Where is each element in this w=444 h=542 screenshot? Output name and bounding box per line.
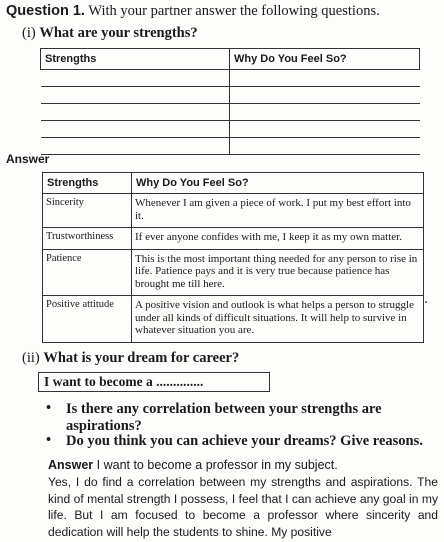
answer-two bbox=[48, 458, 338, 472]
question-heading bbox=[6, 3, 380, 20]
table-row bbox=[43, 296, 424, 343]
dream-career-box: I want to become a .............. bbox=[38, 372, 270, 392]
reason-cell: A positive vision and outlook is what helps a person to struggle under all kinds of difficult situations. It will help to survive in whatever situation you are. bbox=[132, 296, 424, 343]
table1-blank-row bbox=[41, 138, 420, 155]
strengths-answer-table bbox=[42, 172, 424, 343]
table1-blank-row bbox=[41, 104, 420, 121]
part-one-heading bbox=[22, 25, 198, 42]
reason-cell: This is the most important thing needed for any person to rise in life. Patience pays and it is very true because patience has brought me till here. bbox=[132, 249, 424, 296]
part-one-text: What are your strengths? bbox=[39, 25, 198, 41]
answer-heading: Answer bbox=[6, 152, 50, 166]
question-text: With your partner answer the following questions. bbox=[88, 3, 380, 19]
reason-cell: If ever anyone confides with me, I keep it as my own matter. bbox=[132, 228, 424, 250]
table1-header-why: Why Do You Feel So? bbox=[230, 49, 420, 70]
bullet-item: Do you think you can achieve your dreams? Give reasons. bbox=[66, 433, 423, 449]
strength-cell: Positive attitude bbox=[43, 296, 132, 343]
bullet-icon: • bbox=[46, 400, 52, 416]
question-label: Question 1. bbox=[6, 3, 85, 19]
part-two-heading bbox=[22, 350, 239, 367]
empty-strengths-table bbox=[40, 48, 420, 155]
answer-two-label: Answer bbox=[48, 458, 94, 472]
part-one-number: (i) bbox=[22, 25, 36, 41]
table2-header-why: Why Do You Feel So? bbox=[132, 173, 424, 194]
table-row bbox=[43, 228, 424, 250]
part-two-text: What is your dream for career? bbox=[43, 350, 240, 366]
part-two-number: (ii) bbox=[22, 350, 40, 366]
table-row bbox=[43, 249, 424, 296]
speck-mark bbox=[425, 301, 427, 303]
strength-cell: Patience bbox=[43, 249, 132, 296]
table-row bbox=[43, 194, 424, 228]
answer-paragraph: Yes, I do find a correlation between my strengths and aspirations. The kind of mental strength I possess, I feel that I can achieve any goal in my life. But I am focused to become a professor where sincerity and dedication will help the students to shine. My positive bbox=[48, 475, 438, 539]
answer-two-text: I want to become a professor in my subject. bbox=[96, 458, 338, 472]
reason-cell: Whenever I am given a piece of work. I put my best effort into it. bbox=[132, 194, 424, 228]
table2-header-strengths: Strengths bbox=[43, 173, 132, 194]
strength-cell: Trustworthiness bbox=[43, 228, 132, 250]
table1-blank-row bbox=[41, 87, 420, 104]
table1-header-strengths: Strengths bbox=[41, 49, 230, 70]
bullet-icon: • bbox=[46, 432, 52, 448]
bullet-item: Is there any correlation between your strengths are aspirations? bbox=[66, 401, 382, 434]
table1-blank-row bbox=[41, 70, 420, 87]
table1-blank-row bbox=[41, 121, 420, 138]
strength-cell: Sincerity bbox=[43, 194, 132, 228]
